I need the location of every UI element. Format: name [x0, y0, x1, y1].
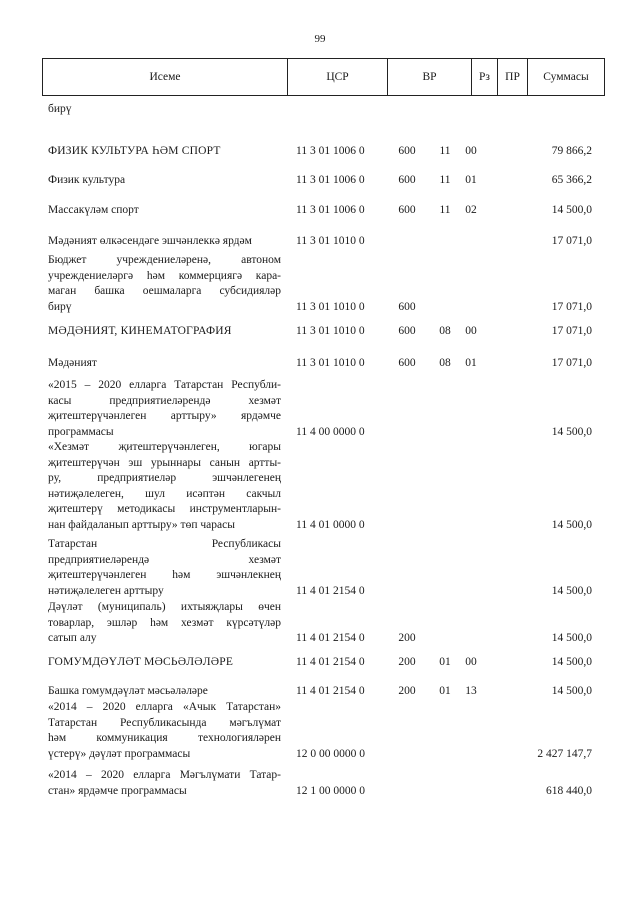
row-name-line: ру, предприятиеләр эшчәнлегенең — [48, 472, 281, 484]
sum-cell: 618 440,0 — [546, 784, 592, 797]
row-name-line: Физик культура — [48, 174, 126, 186]
row-name-line: предприятиеләрендә хезмәт — [48, 553, 281, 566]
pr-cell: 01 — [465, 357, 477, 369]
row-name-line: стан» ярдәмче программасы — [48, 784, 187, 797]
vr-cell: 600 — [398, 325, 416, 337]
csr-cell: 11 3 01 1010 0 — [296, 300, 365, 313]
vr-cell: 600 — [398, 204, 416, 216]
row-name-line: нан файдаланып арттыру» төп чарасы — [48, 518, 235, 531]
row-name-line: җитештерүчәнлеген арттыру» ярдәмче — [48, 410, 281, 422]
sum-cell: 17 071,0 — [551, 325, 592, 337]
section-title — [48, 655, 281, 671]
row-name-line: Татарстан Республикасында мәгълүмат — [48, 716, 281, 729]
row-name — [48, 768, 281, 799]
csr-cell: 11 3 01 1010 0 — [296, 235, 365, 247]
rz-cell: 08 — [439, 325, 451, 337]
header-rz: Рз — [472, 59, 498, 95]
row-name-line: Мәдәният өлкәсендәге эшчәнлеккә ярдәм — [48, 235, 252, 247]
row-name — [48, 253, 281, 315]
csr-cell: 12 0 00 0000 0 — [296, 747, 365, 760]
header-csr: ЦСР — [288, 59, 388, 95]
section-title — [48, 324, 281, 340]
csr-cell: 11 4 00 0000 0 — [296, 425, 365, 438]
header-pr: ПР — [498, 59, 528, 95]
row-name-line: касы предприятиеләрендә хезмәт — [48, 394, 281, 407]
row-name-line: сатып алу — [48, 632, 97, 644]
sum-cell: 14 500,0 — [551, 656, 592, 668]
row-name-line: Мәдәният — [48, 357, 97, 369]
row-name-line: җитештерүчән эш урыннары санын артты- — [48, 456, 281, 469]
row-name-line: Бюджет учреждениеләренә, автоном — [48, 254, 281, 266]
vr-cell: 600 — [398, 174, 416, 186]
rz-cell: 11 — [439, 145, 451, 157]
row-name-line: җитештерү методикасы инструментларын- — [48, 503, 281, 515]
vr-cell: 600 — [398, 357, 416, 369]
sum-cell: 17 071,0 — [551, 357, 592, 369]
pr-cell: 01 — [465, 174, 477, 186]
header-name: Исеме — [43, 59, 288, 95]
row-name-line: программасы — [48, 425, 114, 438]
csr-cell: 12 1 00 0000 0 — [296, 784, 365, 797]
csr-cell: 11 3 01 1006 0 — [296, 145, 365, 157]
row-name-line: «2014 – 2020 елларга Мәгълүмати Татар- — [48, 769, 281, 781]
rz-cell: 08 — [439, 357, 451, 369]
sum-cell: 14 500,0 — [551, 632, 592, 644]
rz-cell: 11 — [439, 174, 451, 186]
csr-cell: 11 4 01 2154 0 — [296, 584, 365, 597]
pr-cell: 13 — [465, 685, 477, 697]
row-name-line: МӘДӘНИЯТ, КИНЕМАТОГРАФИЯ — [48, 325, 232, 337]
row-name-line: бирү — [48, 103, 72, 115]
csr-cell: 11 3 01 1010 0 — [296, 325, 365, 337]
vr-cell: 200 — [398, 685, 416, 697]
rz-cell: 11 — [439, 204, 451, 216]
row-name — [48, 440, 281, 533]
sum-cell: 14 500,0 — [551, 685, 592, 697]
page-number: 99 — [314, 33, 326, 45]
header-sum: Суммасы — [543, 71, 589, 83]
csr-cell: 11 4 01 2154 0 — [296, 685, 365, 697]
sum-cell: 14 500,0 — [551, 584, 592, 597]
table-header — [42, 58, 605, 96]
row-name — [48, 684, 281, 700]
row-name-line: маган башка оешмаларга субсидияләр — [48, 285, 281, 297]
sum-cell: 2 427 147,7 — [537, 747, 592, 760]
sum-cell: 17 071,0 — [551, 235, 592, 247]
row-name — [48, 700, 281, 762]
row-name-line: «Хезмәт җитештерүчәнлеген, югары — [48, 441, 281, 453]
pr-cell: 02 — [465, 204, 477, 216]
sum-cell: 14 500,0 — [551, 204, 592, 216]
sum-cell: 14 500,0 — [551, 425, 592, 438]
pr-cell: 00 — [465, 656, 477, 668]
row-name — [48, 234, 281, 250]
rz-cell: 01 — [439, 656, 451, 668]
csr-cell: 11 3 01 1010 0 — [296, 357, 365, 369]
csr-cell: 11 3 01 1006 0 — [296, 174, 365, 186]
row-name-line: Башка гомумдәүләт мәсьәләләре — [48, 685, 208, 697]
row-name-line: товарлар, эшләр һәм хезмәт күрсәтүләр — [48, 616, 281, 629]
row-name — [48, 173, 281, 189]
csr-cell: 11 4 01 2154 0 — [296, 632, 365, 644]
row-name-line: «2014 – 2020 елларга «Ачык Татарстан» — [48, 701, 281, 713]
row-name-line: Дәүләт (муниципаль) ихтыяҗлары өчен — [48, 601, 281, 613]
rz-cell: 01 — [439, 685, 451, 697]
row-name-line: бирү — [48, 300, 72, 313]
row-name-line: ФИЗИК КУЛЬТУРА ҺӘМ СПОРТ — [48, 145, 221, 157]
sum-cell: 79 866,2 — [551, 145, 592, 157]
row-name-line: Массакүләм спорт — [48, 204, 139, 216]
csr-cell: 11 4 01 2154 0 — [296, 656, 365, 668]
vr-cell: 200 — [398, 632, 416, 644]
row-name-line: нәтиҗәлелеген, шул исәптән сакчыл — [48, 487, 281, 500]
row-name-line: үстерү» дәүләт программасы — [48, 747, 191, 760]
vr-cell: 200 — [398, 656, 416, 668]
csr-cell: 11 4 01 0000 0 — [296, 518, 365, 531]
sum-cell: 65 366,2 — [551, 174, 592, 186]
row-name — [48, 378, 281, 440]
sum-cell: 17 071,0 — [551, 300, 592, 313]
row-name — [48, 600, 281, 647]
row-name-line: нәтиҗәлелеген арттыру — [48, 584, 164, 597]
vr-cell: 600 — [398, 300, 416, 313]
row-name-line: учреждениеләргә һәм коммерциягә кара- — [48, 269, 281, 282]
row-name-line: җитештерүчәнлеген һәм эшчәнлекнең — [48, 569, 281, 581]
pr-cell: 00 — [465, 325, 477, 337]
row-name — [48, 203, 281, 219]
row-name — [48, 537, 281, 599]
row-name — [48, 356, 281, 372]
pr-cell: 00 — [465, 145, 477, 157]
row-name-line: һәм коммуникация технологияләрен — [48, 732, 281, 744]
vr-cell: 600 — [398, 145, 416, 157]
section-title — [48, 144, 281, 160]
row-name-line: ГОМУМДӘҮЛӘТ МӘСЬӘЛӘЛӘРЕ — [48, 656, 234, 668]
row-name-line: Татарстан Республикасы — [48, 538, 281, 550]
row-name-line: «2015 – 2020 елларга Татарстан Республи- — [48, 379, 281, 391]
csr-cell: 11 3 01 1006 0 — [296, 204, 365, 216]
sum-cell: 14 500,0 — [551, 518, 592, 531]
header-vr: ВР — [388, 59, 472, 95]
row-name — [48, 102, 281, 118]
